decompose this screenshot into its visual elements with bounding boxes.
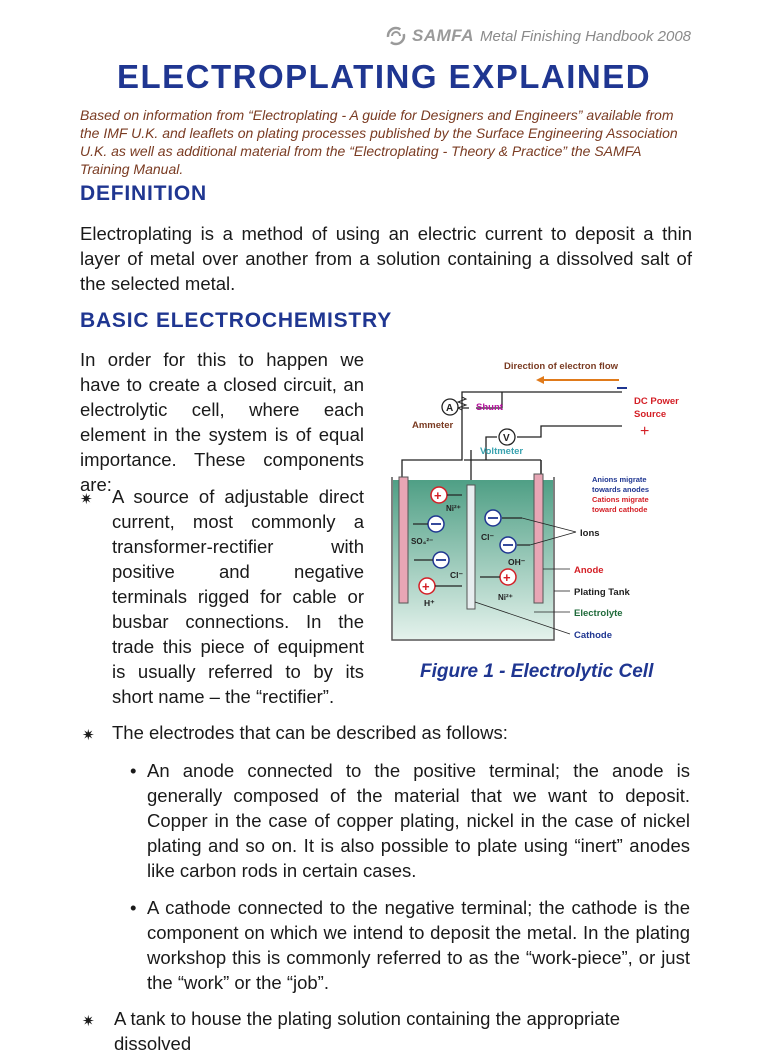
page-title: ELECTROPLATING EXPLAINED	[116, 58, 652, 95]
anode-label: Anode	[574, 565, 604, 576]
bullet-dc-source	[80, 484, 364, 709]
page-header	[386, 26, 691, 46]
ni-ion-left-label: Ni²⁺	[446, 504, 461, 513]
definition-paragraph: Electroplating is a method of using an electric current to deposit a thin layer of metal over another from a solution containing a dissolved salt of the selected metal.	[80, 223, 692, 294]
ammeter-label: Ammeter	[412, 420, 454, 431]
anions-label-line1: Anions migrate	[592, 475, 647, 484]
bullet-electrodes	[80, 720, 692, 745]
cations-label-line1: Cations migrate	[592, 495, 649, 504]
brand-name: SAMFA	[412, 26, 475, 45]
electron-flow-arrowhead	[536, 376, 544, 384]
shunt-resistor	[458, 392, 466, 414]
left-anode-electrode	[399, 477, 408, 603]
star-bullet-icon: ✷	[82, 1013, 95, 1030]
electrolytic-cell-figure	[384, 352, 684, 652]
ni-ion-right-label: Ni²⁺	[498, 593, 513, 602]
bullet-dc-source-text: A source of adjustable direct current, most commonly a transformer-rectifier with positive and negative terminals rigged for cable or busbar connections. In the trade this piece of equipment is usually referred to by its short name – the “rectifier”.	[112, 486, 364, 707]
electrochemistry-intro-paragraph: In order for this to happen we have to create a closed circuit, an electrolytic cell, where each element in the system is of equal importance. These components are:	[80, 349, 364, 495]
bullet-tank-text: A tank to house the plating solution containing the appropriate dissolved	[114, 1008, 621, 1054]
figure-caption: Figure 1 - Electrolytic Cell	[420, 661, 654, 682]
sub-bullet-anode-text: An anode connected to the positive terminal; the anode is generally composed of the material that we want to deposit. Copper in the case of copper plating, nickel in the case of nickel plating and so on. It is also possible to plate using “inert” anodes like carbon rods in certain cases.	[147, 760, 690, 881]
definition-heading: DEFINITION	[80, 182, 207, 205]
bullet-tank	[80, 1006, 692, 1056]
basic-electrochemistry-heading: BASIC ELECTROCHEMISTRY	[80, 309, 392, 332]
electrolytic-cell-diagram	[384, 352, 684, 652]
electrolyte-label: Electrolyte	[574, 608, 623, 619]
samfa-logo-icon	[386, 26, 406, 46]
sub-bullet-anode	[130, 758, 690, 883]
h-ion-plus-sign: +	[422, 579, 430, 594]
intro-paragraph: Based on information from “Electroplating - A guide for Designers and Engineers” available from the IMF U.K. and leaflets on plating processes published by the Surface Engineering Association U.K. as well as additional material from the “Electroplating - Theory & Practice” the SAMFA Training Manual.	[80, 107, 678, 177]
sub-bullet-cathode-text: A cathode connected to the negative terminal; the cathode is the component on which we intend to deposit the metal. In the plating workshop this is commonly referred to as the “work-piece”, or just the “work” or the “job”.	[147, 897, 690, 993]
right-anode-electrode	[534, 474, 543, 603]
so4-ion-label: SO₄²⁻	[411, 537, 434, 546]
sub-bullet-cathode	[130, 895, 690, 995]
ni-ion-right-plus-sign: +	[503, 570, 511, 585]
bullet-electrodes-text: The electrodes that can be described as follows:	[112, 722, 508, 743]
anions-label-line2: towards anodes	[592, 485, 650, 494]
oh-ion-label: OH⁻	[508, 557, 526, 567]
cl-ion-right-label: Cl⁻	[481, 532, 494, 542]
h-ion-label: H⁺	[424, 598, 435, 608]
electron-flow-label: Direction of electron flow	[504, 361, 619, 372]
voltmeter-symbol-letter: V	[503, 433, 510, 444]
dc-plus-label: +	[640, 423, 650, 440]
star-bullet-icon: ✷	[82, 727, 95, 744]
publication-name: Metal Finishing Handbook 2008	[480, 27, 691, 45]
ammeter-symbol-letter: A	[446, 403, 454, 414]
dot-bullet-icon: •	[130, 760, 137, 781]
cathode-electrode	[467, 485, 475, 609]
ni-ion-left-plus-sign: +	[434, 488, 442, 503]
dot-bullet-icon: •	[130, 897, 137, 918]
dc-source-label: Source	[634, 409, 667, 420]
voltmeter-label: Voltmeter	[480, 446, 524, 457]
cl-ion-left-label: Cl⁻	[450, 570, 463, 580]
plating-tank-label: Plating Tank	[574, 587, 630, 598]
star-bullet-icon: ✷	[80, 491, 93, 508]
ions-label: Ions	[580, 528, 600, 539]
dc-power-label: DC Power	[634, 396, 679, 407]
cathode-label: Cathode	[574, 630, 612, 641]
shunt-label: Shunt	[476, 402, 503, 413]
cations-label-line2: toward cathode	[592, 505, 648, 514]
